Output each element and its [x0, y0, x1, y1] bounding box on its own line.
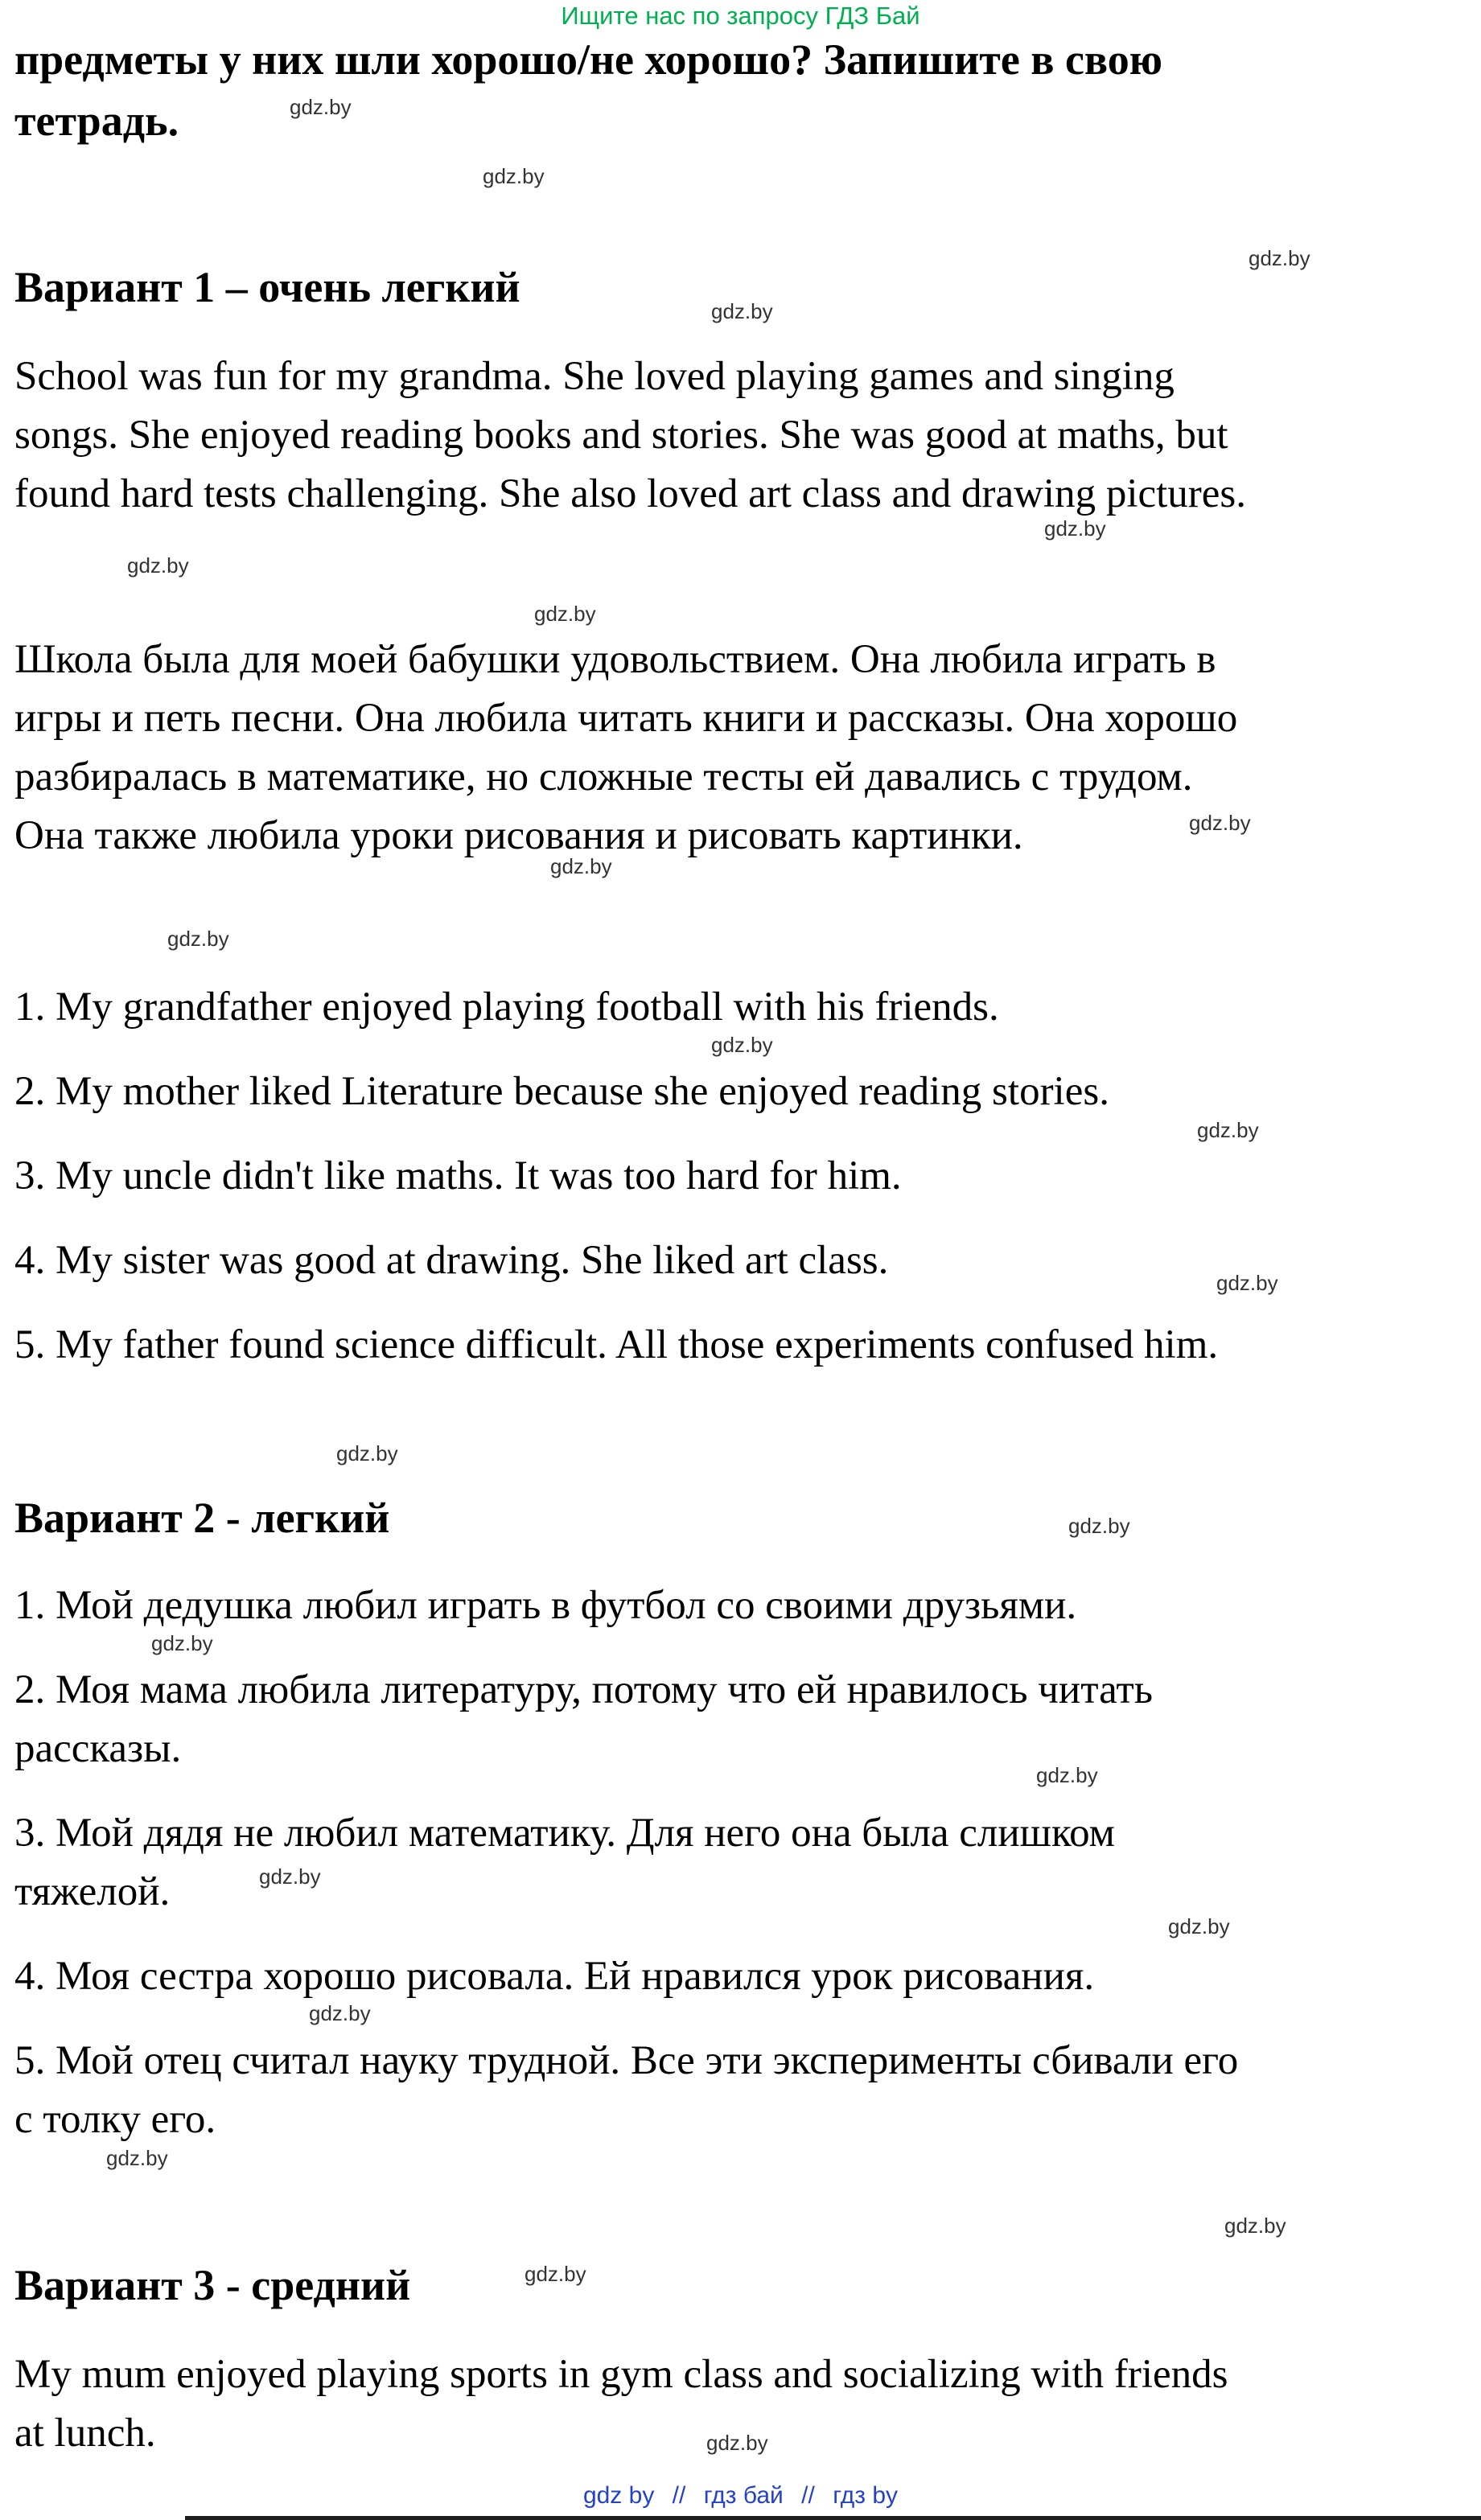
page-bottom-edge	[185, 2516, 1481, 2520]
text-line: School was fun for my grandma. She loved playing games and singing	[14, 354, 1175, 399]
text-line: 4. Моя сестра хорошо рисовала. Ей нравился урок рисования.	[14, 1954, 1095, 1999]
text-line: 5. Мой отец считал науку трудной. Все эти эксперименты сбивали его	[14, 2038, 1239, 2083]
gdzby-watermark: gdz.by	[127, 553, 189, 578]
gdzby-watermark: gdz.by	[711, 1033, 773, 1057]
gdzby-watermark: gdz.by	[151, 1631, 213, 1655]
text-line: My mum enjoyed playing sports in gym class and socializing with friends	[14, 2352, 1228, 2397]
footer-separator: //	[801, 2482, 815, 2509]
variant2-list	[14, 1577, 1467, 2175]
text-line: тяжелой.	[14, 1869, 171, 1914]
gdzby-watermark: gdz.by	[1189, 811, 1251, 835]
gdzby-watermark: gdz.by	[706, 2431, 768, 2455]
variant1-title: Вариант 1 – очень легкий	[14, 263, 520, 311]
gdzby-watermark: gdz.by	[483, 164, 545, 188]
top-banner: Ищите нас по запросу ГДЗ Бай	[561, 2, 920, 30]
footer-separator: //	[672, 2482, 686, 2509]
gdzby-watermark: gdz.by	[259, 1864, 321, 1889]
text-line: игры и петь песни. Она любила читать книги и рассказы. Она хорошо	[14, 696, 1238, 741]
footer-link-gdz-by-2[interactable]: гдз by	[833, 2482, 899, 2509]
footer-link-gdz-by[interactable]: gdz by	[582, 2482, 655, 2509]
list-item	[14, 1577, 1467, 1635]
list-item	[14, 1804, 1467, 1922]
gdzby-watermark: gdz.by	[106, 2146, 168, 2170]
text-line: с толку его.	[14, 2097, 216, 2142]
gdzby-watermark: gdz.by	[167, 927, 229, 951]
gdzby-watermark: gdz.by	[1224, 2214, 1286, 2238]
gdzby-watermark: gdz.by	[1168, 1914, 1230, 1938]
list-item: 3. My uncle didn't like maths. It was too hard for him.	[14, 1153, 902, 1198]
intro-heading-line: тетрадь.	[14, 97, 179, 145]
text-line: разбиралась в математике, но сложные тесты ей давались с трудом.	[14, 754, 1193, 800]
gdzby-watermark: gdz.by	[290, 95, 352, 119]
gdzby-watermark: gdz.by	[1036, 1763, 1098, 1787]
text-line: 1. Мой дедушка любил играть в футбол со своими друзьями.	[14, 1583, 1077, 1628]
gdzby-watermark: gdz.by	[309, 2001, 371, 2025]
footer-links	[0, 2482, 1481, 2510]
text-line: 3. Мой дядя не любил математику. Для него она была слишком	[14, 1811, 1115, 1856]
gdzby-watermark: gdz.by	[1068, 1514, 1130, 1538]
gdzby-watermark: gdz.by	[711, 299, 773, 323]
text-line: songs. She enjoyed reading books and stories. She was good at maths, but	[14, 413, 1228, 458]
text-line: 2. Моя мама любила литературу, потому что ей нравилось читать	[14, 1667, 1154, 1712]
list-item	[14, 2032, 1467, 2149]
list-item	[14, 1661, 1467, 1778]
variant3-title: Вариант 3 - средний	[14, 2261, 411, 2309]
text-line: at lunch.	[14, 2411, 156, 2456]
gdzby-watermark: gdz.by	[1216, 1271, 1278, 1295]
gdzby-watermark: gdz.by	[534, 602, 596, 626]
text-line: Она также любила уроки рисования и рисовать картинки.	[14, 813, 1023, 858]
text-line: found hard tests challenging. She also loved art class and drawing pictures.	[14, 471, 1247, 516]
text-line: Школа была для моей бабушки удовольствием. Она любила играть в	[14, 637, 1216, 682]
variant2-title: Вариант 2 - легкий	[14, 1494, 390, 1542]
list-item: 2. My mother liked Literature because she enjoyed reading stories.	[14, 1069, 1109, 1114]
intro-heading	[14, 29, 1462, 151]
gdzby-watermark: gdz.by	[336, 1441, 398, 1466]
gdzby-watermark: gdz.by	[1044, 516, 1106, 541]
gdzby-watermark: gdz.by	[1197, 1118, 1259, 1142]
variant1-paragraph-english	[14, 347, 1467, 524]
list-item	[14, 1947, 1467, 2006]
intro-heading-line: предметы у них шли хорошо/не хорошо? Запишите в свою	[14, 35, 1162, 84]
gdzby-watermark: gdz.by	[550, 854, 612, 878]
gdzby-watermark: gdz.by	[525, 2262, 586, 2286]
list-item: 5. My father found science difficult. All those experiments confused him.	[14, 1322, 1219, 1367]
gdzby-watermark: gdz.by	[1249, 246, 1310, 270]
footer-link-gdz-bai[interactable]: гдз бай	[703, 2482, 784, 2509]
text-line: рассказы.	[14, 1726, 182, 1771]
list-item: 1. My grandfather enjoyed playing football with his friends.	[14, 985, 999, 1030]
list-item: 4. My sister was good at drawing. She liked art class.	[14, 1238, 889, 1283]
